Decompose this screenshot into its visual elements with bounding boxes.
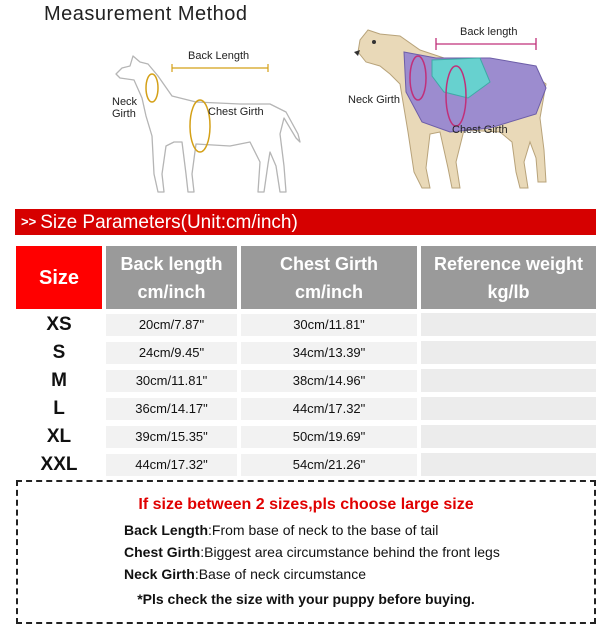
left-neck-girth-label: Neck Girth <box>112 96 138 120</box>
table-row <box>16 313 596 337</box>
size-cell: M <box>51 370 67 391</box>
reference-weight-cell <box>421 425 596 449</box>
reference-weight-cell <box>421 313 596 337</box>
size-cell: XL <box>46 426 72 447</box>
neck-girth-note: Neck Girth:Base of neck circumstance <box>124 566 366 582</box>
left-back-length-label: Back Length <box>188 50 250 62</box>
chest-girth-cell: 54cm/21.26" <box>241 454 417 476</box>
table-row <box>16 425 596 449</box>
dog-outline-icon <box>100 42 320 202</box>
size-warning: If size between 2 sizes,pls choose large size <box>138 496 474 513</box>
table-row <box>16 341 596 365</box>
right-dog-diagram <box>340 22 570 202</box>
reference-weight-cell <box>421 453 596 477</box>
chest-girth-note: Chest Girth:Biggest area circumstance behind the front legs <box>124 544 500 560</box>
right-neck-girth-label: Neck Girth <box>348 94 400 106</box>
back-length-cell: 36cm/14.17" <box>106 398 237 420</box>
reference-weight-header: Reference weight kg/lb <box>421 246 596 309</box>
reference-weight-cell <box>421 341 596 365</box>
chest-girth-cell: 30cm/11.81" <box>241 314 417 336</box>
left-chest-girth-label: Chest Girth <box>208 106 264 118</box>
back-length-cell: 39cm/15.35" <box>106 426 237 448</box>
size-cell: XXL <box>40 454 78 475</box>
chest-girth-cell: 38cm/14.96" <box>241 370 417 392</box>
back-length-cell: 20cm/7.87" <box>106 314 237 336</box>
size-header: Size <box>16 246 102 309</box>
chest-girth-header: Chest Girth cm/inch <box>241 246 417 309</box>
size-cell: XS <box>46 314 72 335</box>
back-length-note: Back Length:From base of neck to the base of tail <box>124 522 439 538</box>
reference-weight-cell <box>421 397 596 421</box>
size-parameters-banner <box>15 209 596 235</box>
table-row <box>16 369 596 393</box>
banner-text: Size Parameters(Unit:cm/inch) <box>40 212 298 233</box>
chest-girth-cell: 34cm/13.39" <box>241 342 417 364</box>
back-length-cell: 44cm/17.32" <box>106 454 237 476</box>
page-title: Measurement Method <box>44 3 248 25</box>
right-back-length-label: Back length <box>460 26 518 38</box>
chest-girth-cell: 50cm/19.69" <box>241 426 417 448</box>
dog-in-coat-icon <box>340 22 570 202</box>
reference-weight-cell <box>421 369 596 393</box>
chest-girth-cell: 44cm/17.32" <box>241 398 417 420</box>
size-cell: L <box>53 398 65 419</box>
double-chevron-icon: >> <box>21 214 37 229</box>
left-dog-diagram <box>100 42 320 202</box>
back-length-header: Back length cm/inch <box>106 246 237 309</box>
check-size-note: *Pls check the size with your puppy before buying. <box>137 591 475 607</box>
table-row <box>16 453 596 477</box>
size-notes-box <box>16 480 596 624</box>
size-cell: S <box>52 342 66 363</box>
back-length-cell: 24cm/9.45" <box>106 342 237 364</box>
table-row <box>16 397 596 421</box>
right-chest-girth-label: Chest Girth <box>452 124 508 136</box>
back-length-cell: 30cm/11.81" <box>106 370 237 392</box>
